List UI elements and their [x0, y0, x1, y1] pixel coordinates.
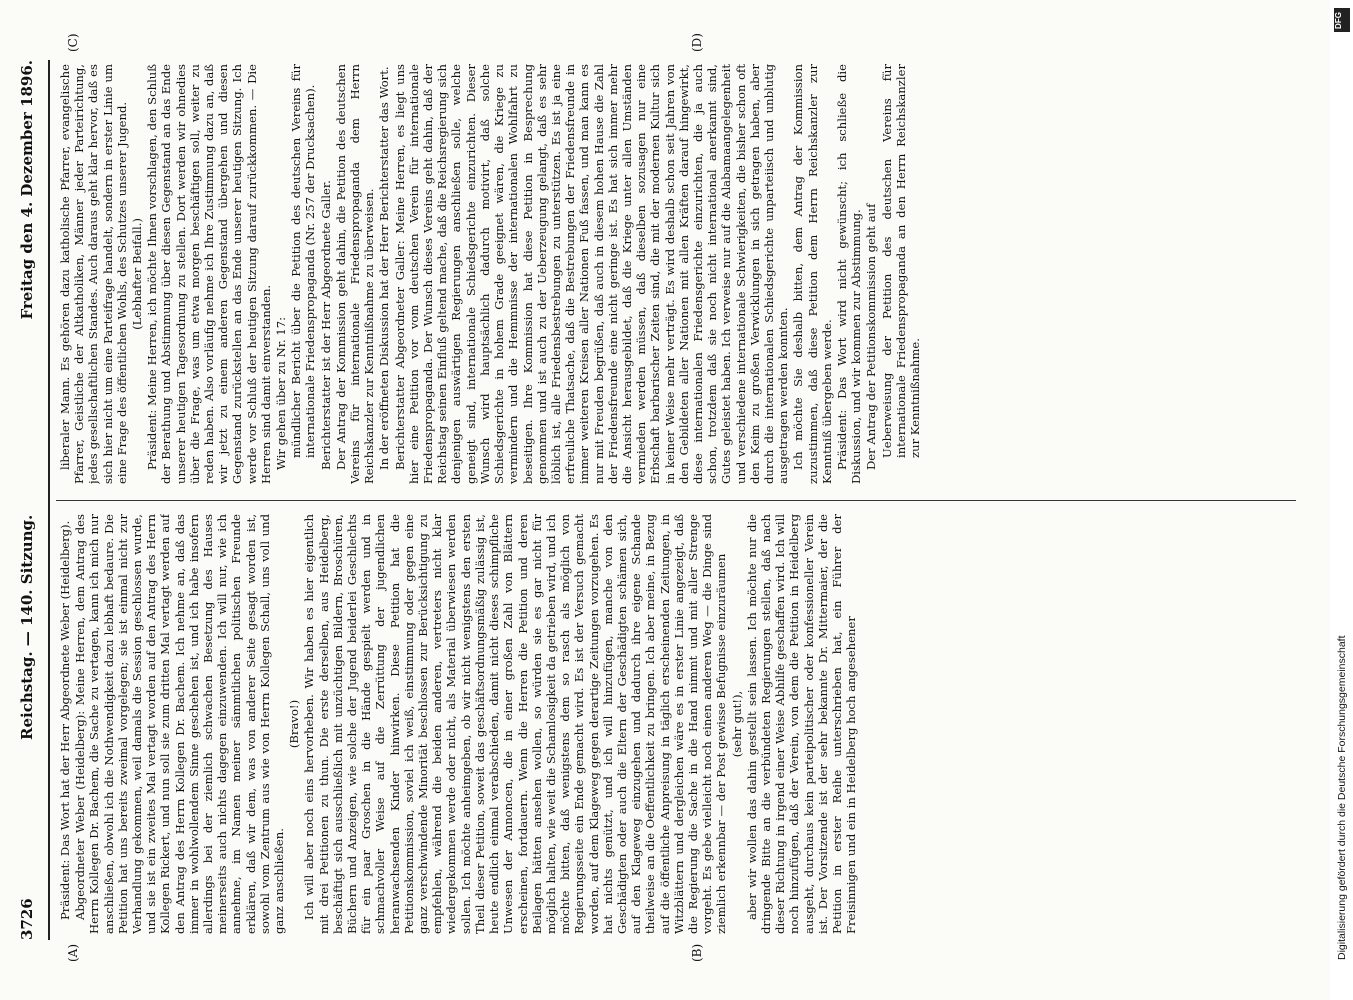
dfg-logo: [1334, 8, 1350, 32]
paragraph: Der Antrag der Petitionskommission geht auf: [864, 203, 879, 470]
logo-text: DFG: [1333, 12, 1343, 29]
paragraph: Präsident: Das Wort wird nicht gewünscht; ich schließe die Diskussion, und wir kommen zur Abstimmung.: [834, 64, 864, 484]
margin-marker-d: (D): [690, 33, 704, 52]
paragraph: (Lebhafter Beifall.): [130, 218, 145, 330]
paragraph: (sehr gut!),: [729, 690, 744, 758]
header-rule: [48, 60, 50, 940]
paragraph: Ueberweisung der Petition des deutschen Vereins für internationale Friedenspropaganda an den Herrn Reichskanzler zur Kenntnißnahme.: [879, 64, 922, 458]
paragraph: Ich will aber noch eins hervorheben. Wir haben es hier eigentlich mit drei Petitionen zu thun. Die erste derselben, aus Heidelberg, beschäftigt sich ausschließlich mit unzüchtigen Bildern, Broschüren, Büchern und Anzeigen, wie solche der Jugend beiderlei Geschlechts für ein paar Groschen in die Hände gespielt werden und in schmachvoller Weise auf die Zerrüttung der jugendlichen heranwachsenden Kinder hinwirken. Diese Petition hat die Petitionskommission, soviel ich weiß, einstimmung oder gegen eine ganz verschwindende Minorität beschlossen zur Berücksichtigung zu empfehlen, während die beiden anderen, vertreters nicht klar wiedergekommen werde oder nicht, als Material überwiesen werden sollen. Ich möchte anheimgeben, ob wir nicht wenigstens den ersten Theil dieser Petition, soweit das geschäftsordnungsmäßig zulässig ist, heute endlich einmal verabschieden, damit nicht dieses schimpfliche Unwesen der Annoncen, die in einer großen Zahl von Blättern erscheinen, fortdauern. Wenn die Herren die Petition und deren Beilagen hätten ansehen wollen, so würden sie es gar nicht für möglich halten, wie weit die Schamlosigkeit da getrieben wird, und ich möchte bitten, daß wenigstens dem so rasch als möglich von Regierungsseite ein Ende gemacht wird. Es ist der Versuch gemacht worden, auf dem Klageweg gegen derartige Zeitungen vorzugehen. Es hat nichts genützt, und ich will hinzufügen, manche von den Geschädigten oder auch die Eltern der Geschädigten schämen sich, auf den Klageweg einzugehen und dadurch ihre eigene Schande theilweise an die Oeffentlichkeit zu bringen. Ich aber meine, in Bezug auf die öffentliche Anpreisung in täglich erscheinenden Zeitungen, in Witzblättern und dergleichen wäre es in erster Linie angezeigt, daß die Regierung die Sache in die Hand nimmt und mit aller Strenge vorgeht. Es gebe vielleicht noch einen anderen Weg — die Dinge sind ziemlich erkennbar — der Post gewisse Befugnisse einzuräumen: [302, 514, 729, 934]
left-text-column: [58, 514, 1298, 934]
column-divider: [56, 500, 1296, 501]
paragraph: liberaler Mann. Es gehören dazu katholische Pfarrer, evangelische Pfarrer, Geistliche der Altkatholiken, Männer jeder Parteirichtung, jedes gesellschaftlichen Standes. Auch daraus geht klar hervor, daß es sich hier nicht um eine Parteifrage handelt, sondern in erster Linie um eine Frage des öffentlichen Wohls, des Schutzes unserer Jugend.: [58, 64, 129, 484]
session-date: Freitag den 4. Dezember 1896.: [18, 60, 36, 320]
right-text-column: [58, 64, 1298, 484]
paragraph: Berichterstatter ist der Herr Abgeordnete Galler.: [318, 180, 333, 470]
paragraph: Berichterstatter Abgeordneter Galler: Meine Herren, es liegt uns hier eine Petition vor vom deutschen Verein für internationale Friedenspropaganda. Der Wunsch dieses Vereins geht dahin, daß der Reichstag seinen Einfluß geltend mache, daß die Reichsregierung sich denjenigen auswärtigen Regierungen anschließen solle, welche geneigt sind, internationale Schiedsgerichte einzurichten. Dieser Wunsch wird hauptsächlich dadurch motivirt, daß solche Schiedsgerichte in hohem Grade geeignet wären, die Kriege zu vermindern und die Hemmnisse der internationalen Wohlfahrt zu beseitigen. Ihre Kommission hat diese Petition in Besprechung genommen und ist auch zu der Ueberzeugung gelangt, daß es sehr löblich ist, alle Friedensbestrebungen zu unterstützen. Es ist ja eine erfreuliche Thatsache, daß die Bestrebungen der Friedensfreunde in immer weiteren Kreisen aller Nationen Fuß fassen, und man kann es nur mit Freuden begrüßen, daß auch in diesem hohen Hause die Zahl der Friedensfreunde eine nicht geringe ist. Es hat sich immer mehr die Ansicht herausgebildet, daß die Kriege unter allen Umständen vermieden werden müssen, daß dieselben sozusagen nur eine Erbschaft barbarischer Zeiten sind, die mit der modernen Kultur sich in keiner Weise mehr verträgt. Es wird deshalb schon seit Jahren von den Gebildeten aller Nationen mit allen Kräften darauf hingewirkt, diese internationalen Friedensgerichte einzurichten, die ja auch schon, trotzdem daß sie noch nicht international anerkannt sind, Gutes geleistet haben. Ich verweise nur auf die Alabamaangelegenheit und verschiedene internationale Schwierigkeiten, die bisher schon oft den Keim zu großen Verwicklungen in sich getragen haben, aber durch die internationalen Schiedsgerichte unparteiisch und unblutig ausgetragen werden konnten.: [392, 64, 791, 484]
page-number: 3726: [18, 898, 36, 940]
page-header: [18, 60, 46, 940]
paragraph: Abgeordneter Weber (Heidelberg): Meine Herren, dem Antrag des Herrn Kollegen Dr. Bachem, die Sache zu vertagen, kann ich mich nur anschließen, obwohl ich die Nothwendigkeit dazu lebhaft bedaure. Die Petition hat uns bereits zweimal vorgelegen; sie ist einmal nicht zur Verhandlung gekommen, weil damals die Session geschlossen wurde, und sie ist ein zweites Mal vertagt worden auf den Antrag des Herrn Kollegen Rickert, und nun soll sie zum dritten Mal vertagt werden auf den Antrag des Herrn Kollegen Dr. Bachem. Ich nehme an, daß das immer in wohlwollendem Sinne geschehen ist, und ich habe insofern allerdings bei der ziemlich schwachen Besetzung des Hauses meinerseits auch nichts dagegen einzuwenden. Ich will nur, wie ich annehme, im Namen meiner sämmtlichen politischen Freunde erklären, daß wir dem, was von anderer Seite gesagt worden ist, sowohl vom Zentrum aus wie von Herrn Kollegen Schall, uns voll und ganz anschließen.: [73, 514, 287, 934]
paragraph: Präsident: Das Wort hat der Herr Abgeordnete Weber (Heidelberg).: [58, 520, 72, 920]
margin-marker-a: (A): [66, 943, 80, 962]
paragraph: aber wir wollen das dahin gestellt sein lassen. Ich möchte nur die dringende Bitte an die verbündeten Regierungen stellen, daß nach dieser Richtung in irgend einer Weise Abhilfe geschaffen wird. Ich will noch hinzufügen, daß der Verein, von dem die Petition in Heidelberg ausgeht, durchaus kein parteipolitischer oder konfessioneller Verein ist. Der Vorsitzende ist der sehr bekannte Dr. Mittermaier, der die Petition in erster Reihe unterschrieben hat, ein Führer der Freisinnigen und ein in Heidelberg hoch angesehener: [744, 514, 859, 934]
paragraph: In der eröffneten Diskussion hat der Herr Berichterstatter das Wort.: [377, 66, 392, 470]
paragraph: Präsident: Meine Herren, ich möchte Ihnen vorschlagen, den Schluß der Berathung und Abstimmung über diesen Gegenstand an das Ende unserer heutigen Tagesordnung zu stellen. Dort werden wir ohnedies über die Frage, was um etwa morgen beschäftigen soll, weiter zu reden haben. Also vorläufig nehme ich Ihre Zustimmung dazu an, daß wir jetzt zu einem anderen Gegenstand übergehen und diesen Gegenstand zurückstellen an das Ende unserer heutigen Sitzung. Ich werde vor Schluß der heutigen Sitzung darauf zurückkommen. — Die Herren sind damit einverstanden.: [145, 64, 273, 484]
credit-text: Digitalisierung gefördert durch die Deutsche Forschungsgemeinschaft: [1336, 635, 1348, 960]
paragraph: Der Antrag der Kommission geht dahin, die Petition des deutschen Vereins für internationale Friedenspropaganda dem Herrn Reichskanzler zur Kenntnißnahme zu überweisen.: [333, 64, 377, 484]
paragraph: Ich möchte Sie deshalb bitten, dem Antrag der Kommission zuzustimmen, daß diese Petition dem Herrn Reichskanzler zur Kenntniß übergeben werde.: [791, 64, 834, 484]
margin-marker-b: (B): [690, 943, 704, 962]
margin-marker-c: (C): [66, 33, 80, 52]
paragraph: Wir gehen über zu Nr. 17:: [274, 316, 289, 470]
paragraph: (Bravo!): [287, 699, 302, 749]
session-title: Reichstag. — 140. Sitzung.: [18, 514, 36, 740]
paragraph: mündlicher Bericht über die Petition des deutschen Vereins für internationale Friedenspropaganda (Nr. 257 der Drucksachen).: [289, 64, 318, 458]
digitization-credit: [1336, 40, 1352, 960]
